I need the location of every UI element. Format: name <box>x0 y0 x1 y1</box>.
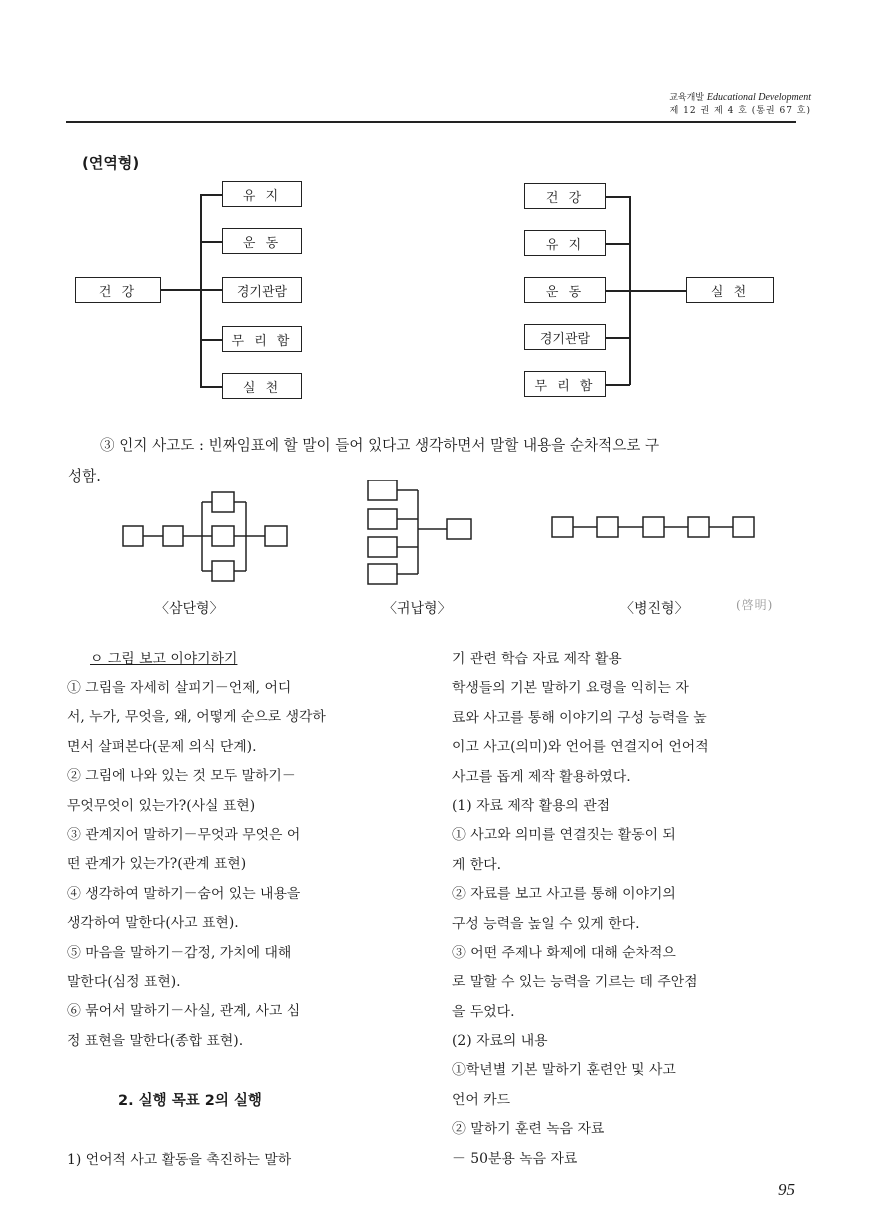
journal-title-en: Educational Development <box>706 92 811 103</box>
connector-line <box>161 289 201 291</box>
connector-line <box>606 290 630 292</box>
left-column-tail <box>67 1146 291 1175</box>
left-line: 생각하여 말한다(사고 표현). <box>67 915 239 932</box>
right-line: 을 두었다. <box>452 1003 515 1020</box>
right-line: ①학년별 기본 말하기 훈련안 및 사고 <box>452 1062 676 1079</box>
right-line: 이고 사고(의미)와 언어를 연결지어 언어적 <box>452 739 709 756</box>
left-column-body <box>67 674 326 1056</box>
left-line: 1) 언어적 사고 활동을 촉진하는 말하 <box>67 1152 292 1168</box>
paragraph-cognitive-map: ③ 인지 사고도 : 빈짜임표에 할 말이 들어 있다고 생각하면서 말할 내용을 순차적으로 구 <box>100 437 660 454</box>
right-line: 구성 능력을 높일 수 있게 한다. <box>452 915 640 932</box>
left-line: ⑥ 묶어서 말하기－사실, 관계, 사고 심 <box>67 1003 301 1020</box>
right-column <box>452 645 709 1174</box>
connector-line <box>200 289 222 291</box>
section-title: (연역형) <box>82 154 140 172</box>
right-line: 료와 사고를 통해 이야기의 구성 능력을 높 <box>452 709 707 726</box>
diagram-right-target-box: 실 천 <box>686 277 774 303</box>
paragraph-cognitive-map-cont: 성함. <box>68 468 101 485</box>
right-line: ① 사고와 의미를 연결짓는 활동이 되 <box>452 827 676 844</box>
journal-title-ko: 교육개발 <box>669 93 704 103</box>
left-line: ⑤ 마음을 말하기－감정, 가치에 대해 <box>67 944 292 961</box>
diagram-left-target-box: 유 지 <box>222 181 302 207</box>
connector-line <box>200 386 222 388</box>
left-line: 서, 누가, 무엇을, 왜, 어떻게 순으로 생각하 <box>67 709 326 726</box>
diagram-left-target-box: 무 리 함 <box>222 326 302 352</box>
left-line: ① 그림을 자세히 살피기－언제, 어디 <box>67 680 292 696</box>
caption-inductive: 〈귀납형〉 <box>383 601 452 617</box>
diagram-right-source-box: 건 강 <box>524 183 606 209</box>
journal-title <box>669 90 811 103</box>
diagram-right-source-box: 운 동 <box>524 277 606 303</box>
left-line: ② 그림에 나와 있는 것 모두 말하기－ <box>67 768 296 785</box>
right-line: 언어 카드 <box>452 1091 511 1108</box>
right-line: 기 관련 학습 자료 제작 활용 <box>452 651 622 667</box>
right-line: (2) 자료의 내용 <box>452 1033 548 1050</box>
right-line: 사고를 돕게 제작 활용하였다. <box>452 768 631 785</box>
page-number: 95 <box>778 1180 795 1199</box>
caption-parallel: 〈병진형〉 <box>620 601 689 617</box>
left-line: ④ 생각하여 말하기－숨어 있는 내용을 <box>67 885 301 902</box>
right-line: － 50분용 녹음 자료 <box>452 1150 578 1167</box>
diagram-right-source-box: 유 지 <box>524 230 606 256</box>
heading-goal-2: 2. 실행 목표 2의 실행 <box>118 1093 262 1109</box>
caption-three-step: 〈삼단형〉 <box>155 601 224 617</box>
diagram-left-source-box: 건 강 <box>75 277 161 303</box>
connector-line <box>200 194 222 196</box>
left-heading-picture-talk: ㅇ 그림 보고 이야기하기 <box>90 651 238 667</box>
diagram-left-target-box: 경기관람 <box>222 277 302 303</box>
connector-line <box>200 339 222 341</box>
diagram-left-target-box: 실 천 <box>222 373 302 399</box>
diagram-left-target-box: 운 동 <box>222 228 302 254</box>
diagram-three-step <box>123 492 287 581</box>
connector-line <box>606 337 630 339</box>
header-rule <box>66 121 796 123</box>
left-line: 정 표현을 말한다(종합 표현). <box>67 1032 244 1049</box>
right-line: ③ 어떤 주제나 화제에 대해 순차적으 <box>452 944 676 961</box>
left-line: ③ 관계지어 말하기－무엇과 무엇은 어 <box>67 826 301 843</box>
diagram-inductive <box>368 480 471 584</box>
right-line: (1) 자료 제작 활용의 관점 <box>452 797 611 814</box>
right-line: ② 자료를 보고 사고를 통해 이야기의 <box>452 886 676 903</box>
left-line: 떤 관계가 있는가?(관계 표현) <box>67 856 247 873</box>
connector-line <box>606 196 630 198</box>
left-column <box>90 645 237 674</box>
connector-line <box>606 384 630 386</box>
diagram-right-source-box: 무 리 함 <box>524 371 606 397</box>
diagram-parallel <box>552 517 754 537</box>
left-line: 말한다(심정 표현). <box>67 973 181 990</box>
stamp-mark: (啓明) <box>736 598 774 612</box>
journal-volume: 제 12 권 제 4 호 (통권 67 호) <box>669 106 811 116</box>
left-line: 면서 살펴본다(문제 의식 단계). <box>67 738 257 755</box>
connector-line <box>629 290 686 292</box>
diagram-right-source-box: 경기관람 <box>524 324 606 350</box>
left-line: 무엇무엇이 있는가?(사실 표현) <box>67 797 256 814</box>
right-line: 학생들의 기본 말하기 요령을 익히는 자 <box>452 680 689 697</box>
connector-line <box>200 241 222 243</box>
right-line: ② 말하기 훈련 녹음 자료 <box>452 1121 605 1138</box>
connector-line <box>606 243 630 245</box>
structure-diagrams <box>0 480 881 590</box>
right-line: 로 말할 수 있는 능력을 기르는 데 주안점 <box>452 974 698 991</box>
right-line: 게 한다. <box>452 856 502 873</box>
